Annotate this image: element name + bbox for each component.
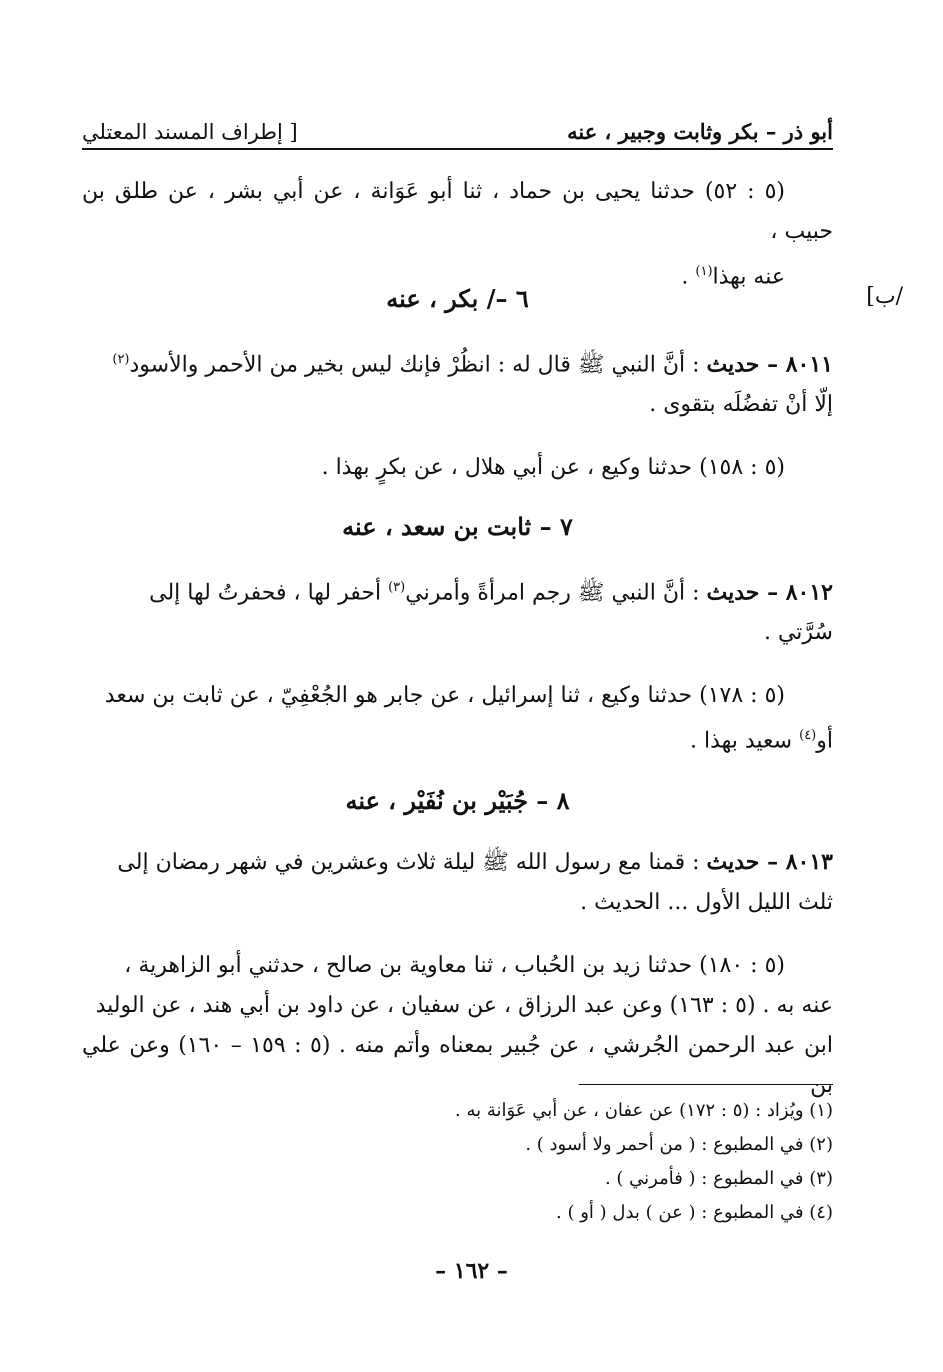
hadith-8012 [82,568,833,653]
page-number: – ١٦٢ – [435,1258,508,1284]
text-line: عنه بهذا$^{(١)}$ . [681,264,785,290]
text-line: ثلث الليل الأول ... الحديث . [580,890,833,915]
footnote-1: (١) ويُزاد : (٥ : ١٧٢) عن عفان ، عن أبي عَوَانة به . [455,1100,833,1121]
section-heading-6: ٦ –/ بكر ، عنه [386,284,529,313]
header-section-title: أبو ذر – بكر وثابت وجبير ، عنه [567,119,833,144]
text-line: ٨٠١١ – حديث : أنَّ النبي ﷺ قال له : انظُرْ فإنك ليس بخير من الأحمر والأسود$^{(٢)}$ [112,351,833,378]
text-line: (٥ : ٥٢) حدثنا يحيى بن حماد ، ثنا أبو عَوَانة ، عن أبي بشر ، عن طلق بن حبيب ، [82,179,833,244]
header-rule [82,148,833,150]
footnote-ref: (٤) [799,728,817,743]
text-line: عنه به . (٥ : ١٦٣) وعن عبد الرزاق ، عن سفيان ، عن داود بن أبي هند ، عن الوليد [95,993,833,1018]
footnote-4: (٤) في المطبوع : ( عن ) بدل ( أو ) . [556,1202,833,1223]
section-heading-7: ٧ – ثابت بن سعد ، عنه [342,512,573,541]
hadith-number: ٨٠١١ – حديث [706,351,833,378]
footnotes [82,1094,833,1230]
footnote-ref: (٣) [388,580,406,595]
footnote-ref: (١) [695,264,713,279]
hadith-8011 [82,340,833,425]
text-line: سُرَّتي . [763,620,833,646]
section-heading-8: ٨ – جُبَيْر بن نُفَيْر ، عنه [345,786,570,815]
hadith-number: ٨٠١٢ – حديث [706,579,833,606]
hadith-number: ٨٠١٣ – حديث [706,849,833,875]
paragraph-isnad-1 [82,172,833,297]
text-line: ابن عبد الرحمن الجُرشي ، عن جُبير بمعناه وأتم منه . (٥ : ١٥٩ – ١٦٠) وعن علي بن [82,1033,833,1098]
header-book-title: [ إطراف المسند المعتلي [82,120,298,144]
text-line: (٥ : ١٧٨) حدثنا وكيع ، ثنا إسرائيل ، عن جابر هو الجُعْفِيّ ، عن ثابت بن سعد [104,683,785,708]
footnote-ref: (٢) [112,352,130,367]
text-line: ٨٠١٢ – حديث : أنَّ النبي ﷺ رجم امرأةً وأمرني$^{(٣)}$ أحفر لها ، فحفرتُ لها إلى [149,579,833,606]
paragraph-isnad-3 [82,676,833,761]
margin-folio-note: /ب] [866,284,903,309]
running-header [82,108,833,144]
text-line: أو$^{(٤)}$ سعيد بهذا . [689,728,833,754]
paragraph-isnad-2: (٥ : ١٥٨) حدثنا وكيع ، عن أبي هلال ، عن بكرٍ بهذا . [321,455,785,480]
footnote-3: (٣) في المطبوع : ( فأمرني ) . [604,1168,833,1189]
footnote-rule [579,1084,833,1085]
text-line: ٨٠١٣ – حديث : قمنا مع رسول الله ﷺ ليلة ثلاث وعشرين في شهر رمضان إلى [117,849,833,875]
paragraph-isnad-4 [82,946,833,1106]
hadith-8013 [82,842,833,923]
footnote-2: (٢) في المطبوع : ( من أحمر ولا أسود ) . [525,1134,833,1155]
text-line: إلّا أنْ تفضُلَه بتقوى . [649,392,833,418]
text-line: (٥ : ١٨٠) حدثنا زيد بن الحُباب ، ثنا معاوية بن صالح ، حدثني أبو الزاهرية ، [124,953,785,978]
